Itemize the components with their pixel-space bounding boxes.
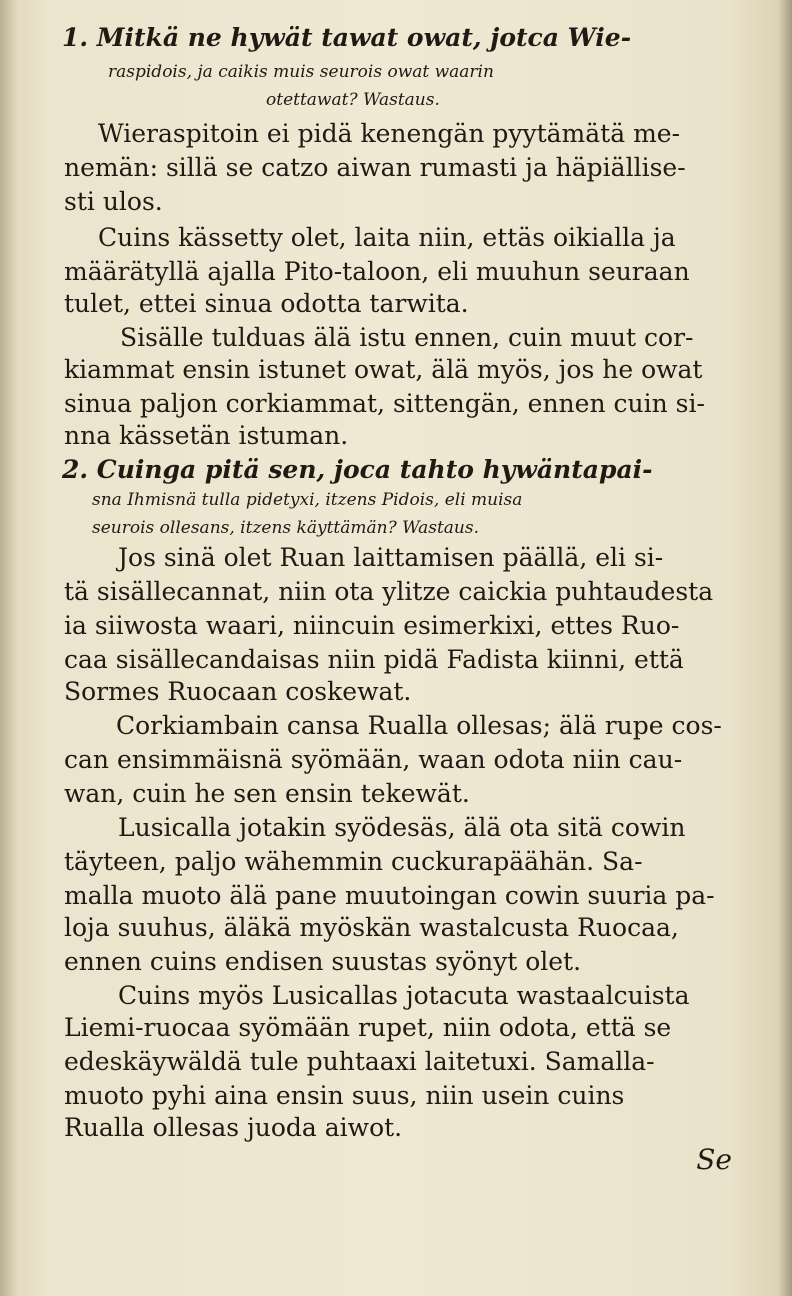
- text-line: wan, cuin he sen ensin tekewät.: [64, 779, 470, 808]
- text-line: Cuins kässetty olet, laita niin, ettäs oikialla ja: [98, 223, 676, 252]
- text-line: ia siiwosta waari, niincuin esimerkixi, ettes Ruo-: [64, 611, 680, 640]
- text-line: Corkiambain cansa Rualla ollesas; älä rupe cos-: [116, 711, 722, 740]
- question-1-line-3: otettawat? Wastaus.: [266, 90, 440, 110]
- text-line: caa sisällecandaisas niin pidä Fadista kiinni, että: [64, 645, 684, 674]
- text-line: Liemi-ruocaa syömään rupet, niin odota, että se: [64, 1013, 672, 1042]
- text-line: tä sisällecannat, niin ota ylitze caickia puhtaudesta: [64, 577, 714, 606]
- text-line: Jos sinä olet Ruan laittamisen päällä, eli si-: [118, 543, 664, 572]
- text-line: kiammat ensin istunet owat, älä myös, jos he owat: [64, 355, 703, 384]
- question-2-heading: 2. Cuinga pitä sen, joca tahto hywäntapai-: [62, 455, 653, 484]
- text-line: Lusicalla jotakin syödesäs, älä ota sitä cowin: [118, 813, 686, 842]
- text-line: Sormes Ruocaan coskewat.: [64, 677, 412, 706]
- text-line: can ensimmäisnä syömään, waan odota niin cau-: [64, 745, 683, 774]
- question-1-line-2: raspidois, ja caikis muis seurois owat waarin: [108, 62, 494, 82]
- question-2-line-3: seurois ollesans, itzens käyttämän? Wastaus.: [92, 518, 479, 538]
- text-line: sti ulos.: [64, 187, 163, 216]
- question-2-line-2: sna Ihmisnä tulla pidetyxi, itzens Pidois, eli muisa: [92, 490, 523, 510]
- text-line: ennen cuins endisen suustas syönyt olet.: [64, 947, 582, 976]
- text-line: nemän: sillä se catzo aiwan rumasti ja häpiällise-: [64, 153, 686, 182]
- text-line: edeskäywäldä tule puhtaaxi laitetuxi. Samalla-: [64, 1047, 655, 1076]
- text-line: tulet, ettei sinua odotta tarwita.: [64, 289, 469, 318]
- text-line: muoto pyhi aina ensin suus, niin usein cuins: [64, 1081, 625, 1110]
- catchword: Se: [696, 1144, 732, 1176]
- text-line: määrätyllä ajalla Pito-taloon, eli muuhun seuraan: [64, 257, 690, 286]
- text-line: Rualla ollesas juoda aiwot.: [64, 1113, 403, 1142]
- text-line: sinua paljon corkiammat, sittengän, ennen cuin si-: [64, 389, 705, 418]
- question-1-heading: 1. Mitkä ne hywät tawat owat, jotca Wie-: [62, 23, 632, 52]
- text-line: Sisälle tulduas älä istu ennen, cuin muut cor-: [120, 323, 694, 352]
- text-line: loja suuhus, äläkä myöskän wastalcusta Ruocaa,: [64, 913, 679, 942]
- text-line: malla muoto älä pane muutoingan cowin suuria pa-: [64, 881, 715, 910]
- text-line: täyteen, paljo wähemmin cuckurapäähän. Sa-: [64, 847, 643, 876]
- text-line: Cuins myös Lusicallas jotacuta wastaalcuista: [118, 981, 690, 1010]
- text-line: nna kässetän istuman.: [64, 421, 349, 450]
- text-line: Wieraspitoin ei pidä kenengän pyytämätä me-: [98, 119, 681, 148]
